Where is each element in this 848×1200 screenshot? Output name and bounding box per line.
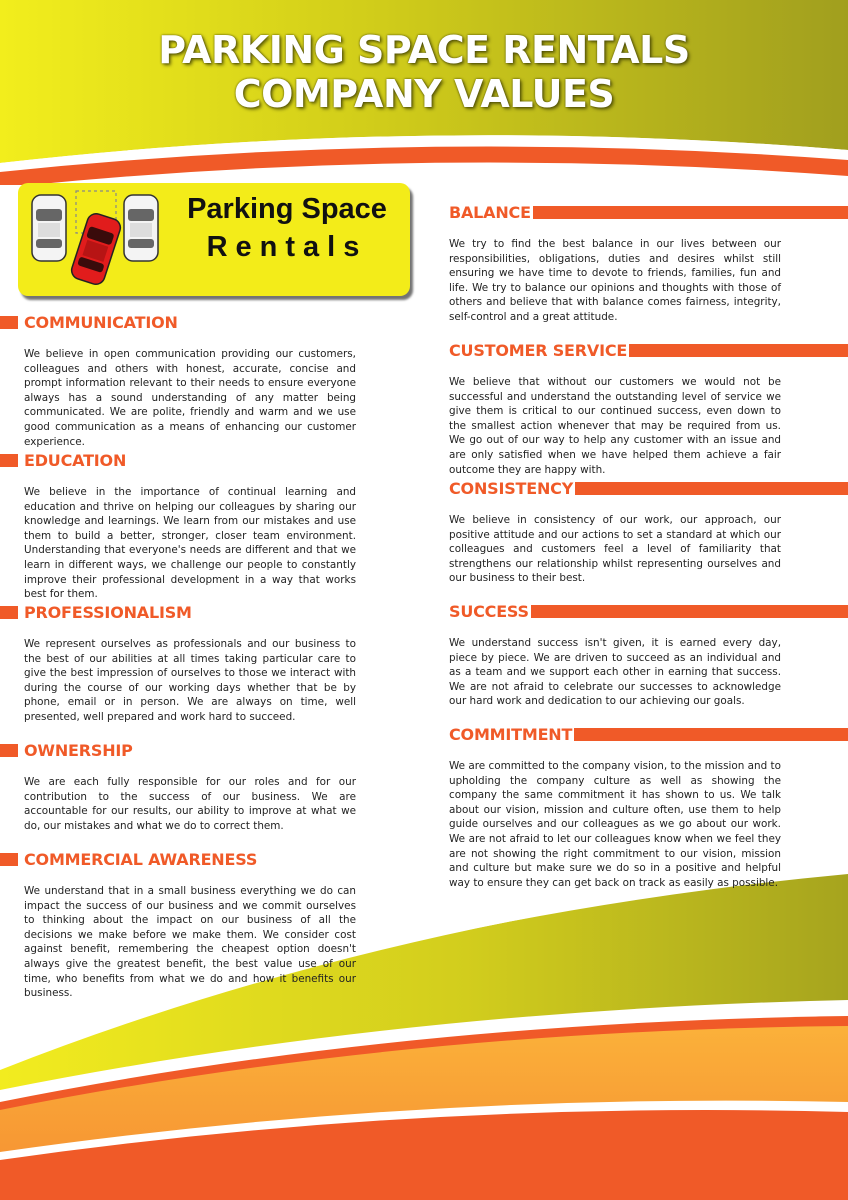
section-body: We represent ourselves as professionals and our business to the best of our abilities at all times taking particular care to give the best impression of ourselves to those we interact with during the course of our working days whether that be by phone, email or in person. We are always on time, well presented, well prepared and work hard to succeed. — [24, 638, 356, 723]
section-professionalism — [0, 601, 360, 725]
section-body: We believe in the importance of continual learning and education and thrive on helping our colleagues by sharing our knowledge and learnings. We learn from our mistakes and use them to build a better, stronger, closer team environment. Understanding that everyone's needs are different and that we learn in different ways, we challenge our people to constantly improve their professional development in a way that works best for them. — [24, 486, 356, 601]
section-communication — [0, 311, 360, 449]
parked-cars-icon — [26, 187, 176, 293]
heading-text: PROFESSIONALISM — [24, 602, 192, 622]
section-body: We believe in consistency of our work, our approach, our positive attitude and our actions to set a standard at which our colleagues and customers feel a level of familiarity that strengthens our relationship whilst representing ourselves and our business to their best. — [449, 514, 781, 585]
heading-bar — [531, 605, 848, 618]
heading-text: OWNERSHIP — [24, 740, 133, 760]
section-education — [0, 449, 360, 602]
section-body: We understand success isn't given, it is earned every day, piece by piece. We are driven to succeed as an individual and as a team and we support each other in earning that success. We are not afraid to celebrate our successes to acknowledge our hard work and dedication to our achieving our goals. — [449, 637, 781, 708]
section-body: We believe that without our customers we would not be successful and understand the outstanding level of service we give them is critical to our continued success, even down to the smallest action whenever that may be required from us. We go out of our way to help any customer with an issue and are only satisfied when we have helped them achieve a fair outcome they are happy with. — [449, 376, 781, 476]
section-heading — [449, 600, 848, 622]
heading-bar — [629, 344, 848, 357]
logo-line-1: Parking Space — [187, 193, 387, 225]
section-customer-service — [449, 339, 848, 477]
heading-bar — [575, 482, 848, 495]
section-heading — [0, 449, 360, 471]
heading-text: COMMERCIAL AWARENESS — [24, 849, 258, 869]
heading-text: COMMITMENT — [449, 724, 573, 744]
page-title — [0, 28, 848, 116]
section-body: We try to find the best balance in our lives between our responsibilities, obligations, duties and desires whilst still ensuring we have time to devote to friends, families, fun and life. We try to balance our opinions and thoughts with those of others and believe that with balance comes fairness, integrity, self-control and a great attitude. — [449, 238, 781, 323]
section-ownership — [0, 739, 360, 833]
heading-text: CUSTOMER SERVICE — [449, 340, 628, 360]
heading-text: COMMUNICATION — [24, 312, 178, 332]
heading-text: SUCCESS — [449, 601, 529, 621]
section-body: We are each fully responsible for our roles and for our contribution to the success of our business. We are accountable for our results, our ability to improve at what we do, our mistakes and what we do to correct them. — [24, 776, 356, 832]
section-balance — [449, 201, 848, 325]
heading-text: CONSISTENCY — [449, 478, 574, 498]
section-consistency — [449, 477, 848, 586]
heading-text: EDUCATION — [24, 450, 127, 470]
heading-bar — [0, 454, 18, 467]
heading-bar — [574, 728, 848, 741]
section-heading — [449, 339, 848, 361]
section-commercial-awareness — [0, 848, 360, 1001]
title-line-1: PARKING SPACE RENTALS — [158, 28, 690, 72]
section-heading — [0, 848, 360, 870]
heading-bar — [0, 316, 18, 329]
section-commitment — [449, 723, 848, 890]
heading-bar — [0, 744, 18, 757]
heading-bar — [533, 206, 848, 219]
section-heading — [0, 739, 360, 761]
section-heading — [0, 601, 360, 623]
section-body: We are committed to the company vision, to the mission and to upholding the company culture as well as showing the company the same commitment it has shown to us. We talk about our vision, mission and culture often, use them to help guide ourselves and our colleagues as we go about our work. We are not afraid to let our colleagues know when we feel they are not showing the right commitment to our vision, mission and culture but make sure we do so in a positive and helpful way to ensure they can get back on track as easily as possible. — [449, 760, 781, 889]
section-heading — [449, 723, 848, 745]
heading-text: BALANCE — [449, 202, 531, 222]
heading-bar — [0, 606, 18, 619]
heading-bar — [0, 853, 18, 866]
section-body: We understand that in a small business everything we do can impact the success of our business and we commit ourselves to thinking about the impact on our business of all the decisions we make before we make them. We consider cost against benefit, remembering the cheapest option doesn't always give the greatest benefit, the best value use of our time, who benefits from what we do and how it benefits our business. — [24, 885, 356, 1000]
section-success — [449, 600, 848, 709]
section-body: We believe in open communication providing our customers, colleagues and others with honest, accurate, concise and prompt information relevant to their needs to ensure everyone always has a sound understanding of any matter being communicated. We are polite, friendly and warm and we use good communication as a means of enhancing our customer experience. — [24, 348, 356, 448]
company-logo — [18, 183, 410, 296]
logo-line-2: Rentals — [206, 231, 368, 263]
section-heading — [0, 311, 360, 333]
title-line-2: COMPANY VALUES — [233, 72, 615, 116]
section-heading — [449, 477, 848, 499]
section-heading — [449, 201, 848, 223]
